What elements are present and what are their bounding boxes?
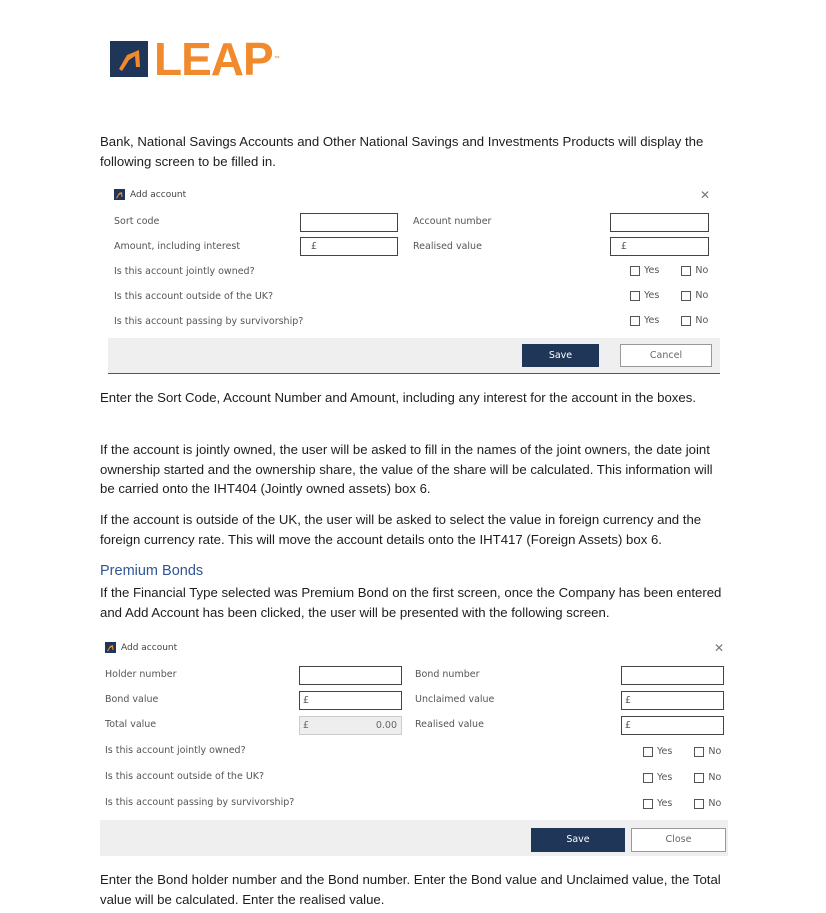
checkbox-icon[interactable] [643,799,653,809]
outside-uk-options [643,772,721,783]
intro-paragraph: Bank, National Savings Accounts and Other National Savings and Investments Products will display the following screen to be filled in. [100,134,704,169]
checkbox-icon[interactable] [630,316,640,326]
jointly-owned-question: Is this account jointly owned? [114,266,255,277]
survivorship-no-checkbox[interactable]: No [681,315,708,326]
leap-logo-text: LEAP [154,33,273,85]
total-value-amount: 0.00 [375,720,397,731]
jointly-owned-options [630,265,708,276]
bond-number-label: Bond number [415,669,480,680]
realised-value-label: Realised value [415,719,484,730]
add-account-dialog-premium-bond [100,636,728,856]
checkbox-icon[interactable] [630,266,640,276]
realised-value-input[interactable]: £ [621,716,724,735]
dialog-title-text: Add account [130,189,187,200]
dialog-title [105,642,177,653]
save-button[interactable]: Save [522,344,599,367]
survivorship-yes-checkbox[interactable]: Yes [630,315,659,326]
checkbox-icon[interactable] [694,773,704,783]
close-icon[interactable]: ✕ [714,641,725,655]
total-value-field [299,716,402,735]
outside-uk-paragraph: If the account is outside of the UK, the user will be asked to select the value in foreign currency and the foreign currency rate. This will move the account details onto the IHT417 (Foreign Assets) box 6. [100,512,702,547]
outside-uk-yes-checkbox[interactable]: Yes [643,772,672,783]
close-icon[interactable]: ✕ [700,188,711,202]
survivorship-question: Is this account passing by survivorship? [114,316,304,327]
add-account-dialog-bank [108,183,720,375]
close-button[interactable]: Close [631,828,726,852]
holder-number-input[interactable] [299,666,402,685]
jointly-owned-paragraph: If the account is jointly owned, the user will be asked to fill in the names of the joint owners, the date joint ownership started and the ownership share, the value of the share will be calculated. This information will be carried onto the IHT404 (Jointly owned assets) box 6. [100,442,713,496]
sort-code-input[interactable] [300,213,398,232]
survivorship-options [643,798,721,809]
premium-bond-instruction-paragraph: Enter the Bond holder number and the Bond number. Enter the Bond value and Unclaimed value, the Total value will be calculated. Enter the realised value. [100,872,721,907]
checkbox-icon[interactable] [681,316,691,326]
currency-symbol: £ [303,720,310,731]
outside-uk-no-checkbox[interactable]: No [681,290,708,301]
realised-value-label: Realised value [413,241,482,252]
unclaimed-value-input[interactable]: £ [621,691,724,710]
account-number-input[interactable] [610,213,709,232]
checkbox-icon[interactable] [630,291,640,301]
jointly-owned-yes-checkbox[interactable]: Yes [630,265,659,276]
realised-value-input[interactable]: £ [610,237,709,256]
outside-uk-options [630,290,708,301]
jointly-owned-no-checkbox[interactable]: No [681,265,708,276]
outside-uk-no-checkbox[interactable]: No [694,772,721,783]
amount-including-interest-input[interactable]: £ [300,237,398,256]
checkbox-icon[interactable] [694,799,704,809]
jointly-owned-no-checkbox[interactable]: No [694,746,721,757]
unclaimed-value-label: Unclaimed value [415,694,495,705]
instruction-paragraph: Enter the Sort Code, Account Number and Amount, including any interest for the account in the boxes. [100,390,696,405]
sort-code-label: Sort code [114,216,160,227]
leap-logo-mark-icon [110,41,148,77]
checkbox-icon[interactable] [694,747,704,757]
total-value-label: Total value [105,719,157,730]
save-button[interactable]: Save [531,828,625,852]
dialog-title-text: Add account [121,642,178,653]
bond-value-label: Bond value [105,694,159,705]
jointly-owned-options [643,746,721,757]
leap-app-icon [105,642,116,653]
jointly-owned-yes-checkbox[interactable]: Yes [643,746,672,757]
leap-app-icon [114,189,125,200]
holder-number-label: Holder number [105,669,177,680]
outside-uk-question: Is this account outside of the UK? [105,771,265,782]
dialog-bottom-border [108,373,720,374]
checkbox-icon[interactable] [643,773,653,783]
dialog-title [114,189,186,200]
premium-bonds-heading: Premium Bonds [100,563,204,579]
checkbox-icon[interactable] [643,747,653,757]
jointly-owned-question: Is this account jointly owned? [105,745,246,756]
outside-uk-yes-checkbox[interactable]: Yes [630,290,659,301]
cancel-button[interactable]: Cancel [620,344,712,367]
premium-bond-paragraph: If the Financial Type selected was Premium Bond on the first screen, once the Company has been entered and Add Account has been clicked, the user will be presented with the following screen. [100,585,722,620]
account-number-label: Account number [413,216,492,227]
survivorship-yes-checkbox[interactable]: Yes [643,798,672,809]
survivorship-options [630,315,708,326]
checkbox-icon[interactable] [681,291,691,301]
bond-number-input[interactable] [621,666,724,685]
survivorship-no-checkbox[interactable]: No [694,798,721,809]
leap-logo [110,33,280,85]
checkbox-icon[interactable] [681,266,691,276]
amount-including-interest-label: Amount, including interest [114,241,241,252]
outside-uk-question: Is this account outside of the UK? [114,291,274,302]
bond-value-input[interactable]: £ [299,691,402,710]
survivorship-question: Is this account passing by survivorship? [105,797,295,808]
trademark: ™ [273,56,280,62]
